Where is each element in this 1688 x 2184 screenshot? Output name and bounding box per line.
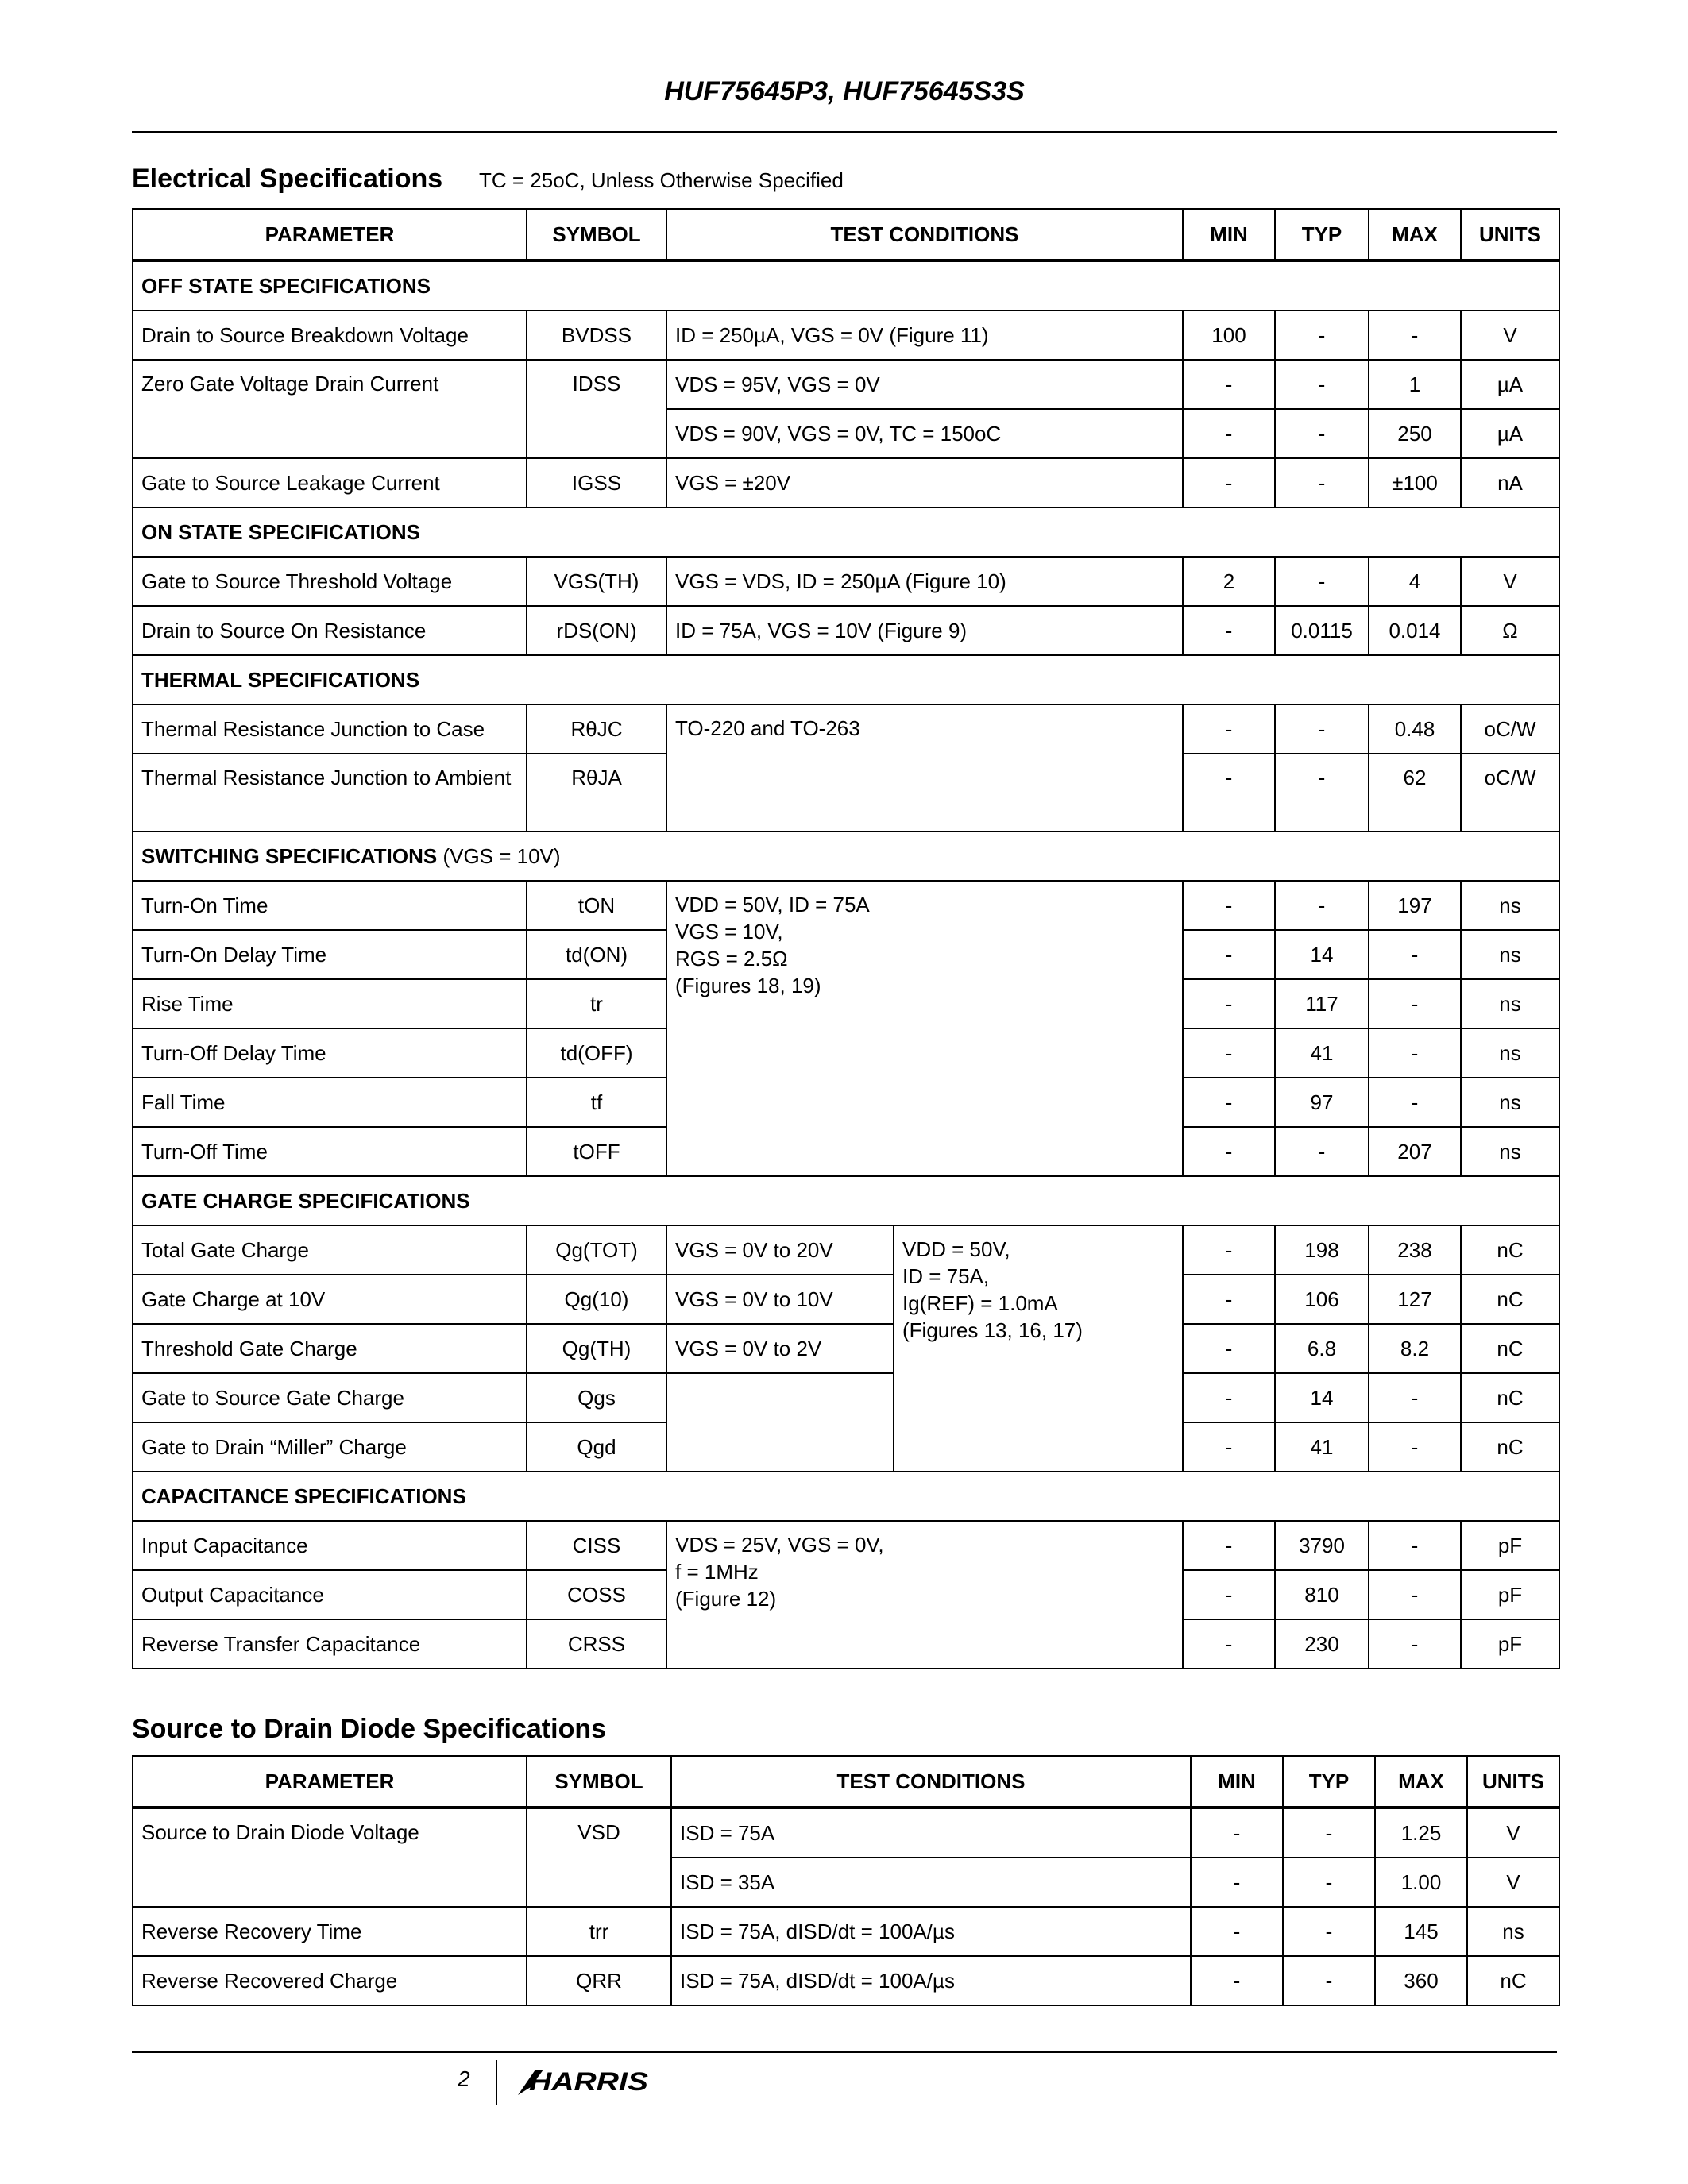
table-row — [133, 1373, 1559, 1422]
units-cell: pF — [1461, 1619, 1559, 1669]
min-cell: - — [1183, 930, 1275, 979]
max-cell: 360 — [1375, 1956, 1467, 2005]
max-cell: 145 — [1375, 1907, 1467, 1956]
param-cell: Gate to Drain “Miller” Charge — [133, 1422, 527, 1472]
cond-cell: ISD = 75A, dISD/dt = 100A/µs — [671, 1956, 1191, 2005]
diode-specs-table — [132, 1755, 1560, 2006]
units-cell: ns — [1461, 930, 1559, 979]
typ-cell: - — [1283, 1907, 1375, 1956]
col-header-test-conditions: TEST CONDITIONS — [671, 1756, 1191, 1808]
max-cell: - — [1369, 930, 1461, 979]
switching-cond-cell — [666, 881, 1183, 1176]
gate-cond-cell — [894, 1225, 1183, 1472]
min-cell: - — [1183, 458, 1275, 507]
param-cell: Reverse Recovered Charge — [133, 1956, 527, 2005]
units-cell: V — [1461, 557, 1559, 606]
min-cell: - — [1183, 360, 1275, 409]
units-cell: µA — [1461, 409, 1559, 458]
units-cell: ns — [1461, 1028, 1559, 1078]
typ-cell: 41 — [1275, 1422, 1369, 1472]
document-header: HUF75645P3, HUF75645S3S — [664, 76, 1025, 106]
table-row — [133, 360, 1559, 409]
param-cell: Reverse Transfer Capacitance — [133, 1619, 527, 1669]
header-rule — [132, 131, 1557, 133]
section-title: OFF STATE SPECIFICATIONS — [133, 260, 1559, 311]
max-cell: 127 — [1369, 1275, 1461, 1324]
symbol-cell: Qg(TOT) — [527, 1225, 666, 1275]
cond-cell: ISD = 75A — [671, 1808, 1191, 1858]
max-cell: 250 — [1369, 409, 1461, 458]
cond-cell: VGS = 0V to 2V — [666, 1324, 894, 1373]
cond-cell: VGS = VDS, ID = 250µA (Figure 10) — [666, 557, 1183, 606]
units-cell: V — [1467, 1858, 1559, 1907]
table-row — [133, 606, 1559, 655]
typ-cell: - — [1275, 881, 1369, 930]
units-cell: nA — [1461, 458, 1559, 507]
units-cell: nC — [1461, 1373, 1559, 1422]
col-header-typ: TYP — [1283, 1756, 1375, 1808]
electrical-specs-condition: TC = 25oC, Unless Otherwise Specified — [479, 168, 844, 192]
max-cell: 207 — [1369, 1127, 1461, 1176]
cond-cell: VGS = ±20V — [666, 458, 1183, 507]
cond-line: RGS = 2.5Ω — [675, 947, 788, 970]
param-cell: Turn-On Delay Time — [133, 930, 527, 979]
symbol-cell: RθJA — [527, 754, 666, 832]
footer-rule — [132, 2051, 1557, 2053]
max-cell: - — [1369, 311, 1461, 360]
min-cell: - — [1191, 1956, 1283, 2005]
table-row — [133, 1907, 1559, 1956]
section-title: THERMAL SPECIFICATIONS — [133, 655, 1559, 704]
units-cell: oC/W — [1461, 704, 1559, 754]
typ-cell: - — [1275, 1127, 1369, 1176]
units-cell: nC — [1461, 1324, 1559, 1373]
cond-line: ID = 75A, — [902, 1264, 990, 1288]
max-cell: 197 — [1369, 881, 1461, 930]
min-cell: - — [1191, 1907, 1283, 1956]
units-cell: ns — [1461, 979, 1559, 1028]
units-cell: pF — [1461, 1570, 1559, 1619]
typ-cell: 117 — [1275, 979, 1369, 1028]
col-header-max: MAX — [1369, 209, 1461, 260]
symbol-cell: CRSS — [527, 1619, 666, 1669]
min-cell: - — [1183, 1373, 1275, 1422]
units-cell: nC — [1461, 1422, 1559, 1472]
symbol-cell: IDSS — [527, 360, 666, 458]
max-cell: - — [1369, 1422, 1461, 1472]
max-cell: 238 — [1369, 1225, 1461, 1275]
typ-cell: 0.0115 — [1275, 606, 1369, 655]
units-cell: nC — [1461, 1225, 1559, 1275]
param-cell: Turn-On Time — [133, 881, 527, 930]
param-cell: Rise Time — [133, 979, 527, 1028]
param-cell: Gate Charge at 10V — [133, 1275, 527, 1324]
max-cell: 1.25 — [1375, 1808, 1467, 1858]
col-header-symbol: SYMBOL — [527, 209, 666, 260]
units-cell: Ω — [1461, 606, 1559, 655]
symbol-cell: CISS — [527, 1521, 666, 1570]
min-cell: - — [1183, 409, 1275, 458]
col-header-min: MIN — [1183, 209, 1275, 260]
param-cell: Input Capacitance — [133, 1521, 527, 1570]
symbol-cell: Qg(TH) — [527, 1324, 666, 1373]
cond-line: (Figures 18, 19) — [675, 974, 821, 997]
units-cell: ns — [1461, 1078, 1559, 1127]
diode-specs-title: Source to Drain Diode Specifications — [132, 1714, 607, 1744]
table-row — [133, 557, 1559, 606]
max-cell: - — [1369, 1570, 1461, 1619]
min-cell: - — [1191, 1808, 1283, 1858]
symbol-cell: RθJC — [527, 704, 666, 754]
max-cell: 0.014 — [1369, 606, 1461, 655]
cond-line: Ig(REF) = 1.0mA — [902, 1291, 1058, 1315]
section-row-switching — [133, 832, 1559, 881]
cap-cond-cell — [666, 1521, 1183, 1669]
cond-cell: ID = 250µA, VGS = 0V (Figure 11) — [666, 311, 1183, 360]
typ-cell: - — [1283, 1956, 1375, 2005]
param-cell: Threshold Gate Charge — [133, 1324, 527, 1373]
param-cell: Drain to Source Breakdown Voltage — [133, 311, 527, 360]
typ-cell: 41 — [1275, 1028, 1369, 1078]
max-cell: 1.00 — [1375, 1858, 1467, 1907]
section-row-capacitance — [133, 1472, 1559, 1521]
section-title: CAPACITANCE SPECIFICATIONS — [133, 1472, 1559, 1521]
min-cell: - — [1183, 1275, 1275, 1324]
param-cell: Turn-Off Delay Time — [133, 1028, 527, 1078]
typ-cell: - — [1275, 557, 1369, 606]
param-cell: Gate to Source Threshold Voltage — [133, 557, 527, 606]
col-header-parameter: PARAMETER — [133, 1756, 527, 1808]
table-row — [133, 881, 1559, 930]
section-row-off-state — [133, 260, 1559, 311]
symbol-cell: tf — [527, 1078, 666, 1127]
typ-cell: 97 — [1275, 1078, 1369, 1127]
section-row-on-state — [133, 507, 1559, 557]
typ-cell: 810 — [1275, 1570, 1369, 1619]
typ-cell: 14 — [1275, 1373, 1369, 1422]
symbol-cell: QRR — [527, 1956, 671, 2005]
max-cell: - — [1369, 979, 1461, 1028]
param-cell: Turn-Off Time — [133, 1127, 527, 1176]
cond-cell: VDS = 90V, VGS = 0V, TC = 150oC — [666, 409, 1183, 458]
max-cell: 0.48 — [1369, 704, 1461, 754]
section-row-thermal — [133, 655, 1559, 704]
col-header-units: UNITS — [1467, 1756, 1559, 1808]
cond-cell: VGS = 0V to 10V — [666, 1275, 894, 1324]
table-row — [133, 1521, 1559, 1570]
table-row — [133, 458, 1559, 507]
cond-cell-empty — [666, 1373, 894, 1472]
typ-cell: - — [1275, 409, 1369, 458]
units-cell: V — [1467, 1808, 1559, 1858]
max-cell: - — [1369, 1521, 1461, 1570]
units-cell: ns — [1461, 1127, 1559, 1176]
param-cell: Thermal Resistance Junction to Case — [133, 704, 527, 754]
table-row — [133, 1225, 1559, 1275]
symbol-cell: Qgs — [527, 1373, 666, 1422]
harris-logo-text: HARRIS — [529, 2067, 649, 2096]
electrical-specs-title: Electrical Specifications — [132, 164, 443, 194]
footer-divider — [496, 2060, 497, 2105]
symbol-cell: VGS(TH) — [527, 557, 666, 606]
typ-cell: 106 — [1275, 1275, 1369, 1324]
min-cell: - — [1183, 1324, 1275, 1373]
col-header-min: MIN — [1191, 1756, 1283, 1808]
typ-cell: - — [1275, 360, 1369, 409]
symbol-cell: tON — [527, 881, 666, 930]
col-header-typ: TYP — [1275, 209, 1369, 260]
table-header-row — [133, 1756, 1559, 1808]
units-cell: ns — [1461, 881, 1559, 930]
typ-cell: - — [1283, 1808, 1375, 1858]
min-cell: - — [1183, 1521, 1275, 1570]
typ-cell: 14 — [1275, 930, 1369, 979]
col-header-symbol: SYMBOL — [527, 1756, 671, 1808]
typ-cell: - — [1275, 704, 1369, 754]
param-cell: Zero Gate Voltage Drain Current — [133, 360, 527, 458]
symbol-cell: tr — [527, 979, 666, 1028]
min-cell: - — [1183, 754, 1275, 832]
max-cell: 4 — [1369, 557, 1461, 606]
section-title: GATE CHARGE SPECIFICATIONS — [133, 1176, 1559, 1225]
param-cell: Total Gate Charge — [133, 1225, 527, 1275]
cond-cell: VGS = 0V to 20V — [666, 1225, 894, 1275]
min-cell: - — [1183, 1127, 1275, 1176]
param-cell: Fall Time — [133, 1078, 527, 1127]
table-row — [133, 1956, 1559, 2005]
param-cell: Source to Drain Diode Voltage — [133, 1808, 527, 1907]
symbol-cell: IGSS — [527, 458, 666, 507]
min-cell: - — [1183, 881, 1275, 930]
harris-logo — [515, 2063, 658, 2101]
symbol-cell: BVDSS — [527, 311, 666, 360]
cond-cell: ISD = 35A — [671, 1858, 1191, 1907]
table-row — [133, 1275, 1559, 1324]
typ-cell: - — [1275, 458, 1369, 507]
min-cell: 2 — [1183, 557, 1275, 606]
table-header-row — [133, 209, 1559, 260]
min-cell: - — [1183, 606, 1275, 655]
symbol-cell: COSS — [527, 1570, 666, 1619]
section-title — [133, 832, 1559, 881]
min-cell: - — [1183, 1225, 1275, 1275]
min-cell: - — [1183, 1422, 1275, 1472]
col-header-test-conditions: TEST CONDITIONS — [666, 209, 1183, 260]
min-cell: - — [1183, 1078, 1275, 1127]
symbol-cell: Qg(10) — [527, 1275, 666, 1324]
symbol-cell: td(OFF) — [527, 1028, 666, 1078]
symbol-cell: Qgd — [527, 1422, 666, 1472]
param-cell: Thermal Resistance Junction to Ambient — [133, 754, 527, 832]
symbol-cell: td(ON) — [527, 930, 666, 979]
page-number: 2 — [458, 2066, 470, 2091]
min-cell: - — [1183, 1619, 1275, 1669]
units-cell: V — [1461, 311, 1559, 360]
symbol-cell: trr — [527, 1907, 671, 1956]
typ-cell: - — [1283, 1858, 1375, 1907]
max-cell: - — [1369, 1078, 1461, 1127]
section-row-gate-charge — [133, 1176, 1559, 1225]
col-header-units: UNITS — [1461, 209, 1559, 260]
units-cell: nC — [1467, 1956, 1559, 2005]
param-cell: Output Capacitance — [133, 1570, 527, 1619]
table-row — [133, 1808, 1559, 1858]
param-cell: Gate to Source Leakage Current — [133, 458, 527, 507]
cond-line: (Figures 13, 16, 17) — [902, 1318, 1083, 1342]
typ-cell: 6.8 — [1275, 1324, 1369, 1373]
section-title-note: (VGS = 10V) — [442, 843, 561, 868]
param-cell: Reverse Recovery Time — [133, 1907, 527, 1956]
symbol-cell: rDS(ON) — [527, 606, 666, 655]
section-title-text: SWITCHING SPECIFICATIONS — [141, 843, 438, 868]
table-row — [133, 311, 1559, 360]
units-cell: nC — [1461, 1275, 1559, 1324]
min-cell: - — [1183, 704, 1275, 754]
cond-cell: ISD = 75A, dISD/dt = 100A/µs — [671, 1907, 1191, 1956]
symbol-cell: tOFF — [527, 1127, 666, 1176]
typ-cell: 198 — [1275, 1225, 1369, 1275]
section-title: ON STATE SPECIFICATIONS — [133, 507, 1559, 557]
max-cell: 62 — [1369, 754, 1461, 832]
max-cell: 1 — [1369, 360, 1461, 409]
max-cell: ±100 — [1369, 458, 1461, 507]
max-cell: 8.2 — [1369, 1324, 1461, 1373]
typ-cell: - — [1275, 754, 1369, 832]
table-row — [133, 704, 1559, 754]
units-cell: oC/W — [1461, 754, 1559, 832]
max-cell: - — [1369, 1373, 1461, 1422]
typ-cell: 3790 — [1275, 1521, 1369, 1570]
cond-line: f = 1MHz — [675, 1560, 759, 1584]
min-cell: 100 — [1183, 311, 1275, 360]
cond-line: VDS = 25V, VGS = 0V, — [675, 1533, 884, 1557]
typ-cell: - — [1275, 311, 1369, 360]
units-cell: ns — [1467, 1907, 1559, 1956]
cond-cell: ID = 75A, VGS = 10V (Figure 9) — [666, 606, 1183, 655]
cond-cell: VDS = 95V, VGS = 0V — [666, 360, 1183, 409]
typ-cell: 230 — [1275, 1619, 1369, 1669]
units-cell: pF — [1461, 1521, 1559, 1570]
min-cell: - — [1183, 1570, 1275, 1619]
min-cell: - — [1183, 979, 1275, 1028]
cond-line: VDD = 50V, ID = 75A — [675, 893, 870, 916]
col-header-parameter: PARAMETER — [133, 209, 527, 260]
param-cell: Gate to Source Gate Charge — [133, 1373, 527, 1422]
electrical-specs-table — [132, 208, 1560, 1669]
col-header-max: MAX — [1375, 1756, 1467, 1808]
table-row — [133, 1324, 1559, 1373]
max-cell: - — [1369, 1619, 1461, 1669]
units-cell: µA — [1461, 360, 1559, 409]
symbol-cell: VSD — [527, 1808, 671, 1907]
param-cell: Drain to Source On Resistance — [133, 606, 527, 655]
cond-line: VDD = 50V, — [902, 1237, 1010, 1261]
cond-line: (Figure 12) — [675, 1587, 777, 1611]
cond-cell: TO-220 and TO-263 — [666, 704, 1183, 832]
min-cell: - — [1183, 1028, 1275, 1078]
cond-line: VGS = 10V, — [675, 920, 783, 943]
max-cell: - — [1369, 1028, 1461, 1078]
min-cell: - — [1191, 1858, 1283, 1907]
